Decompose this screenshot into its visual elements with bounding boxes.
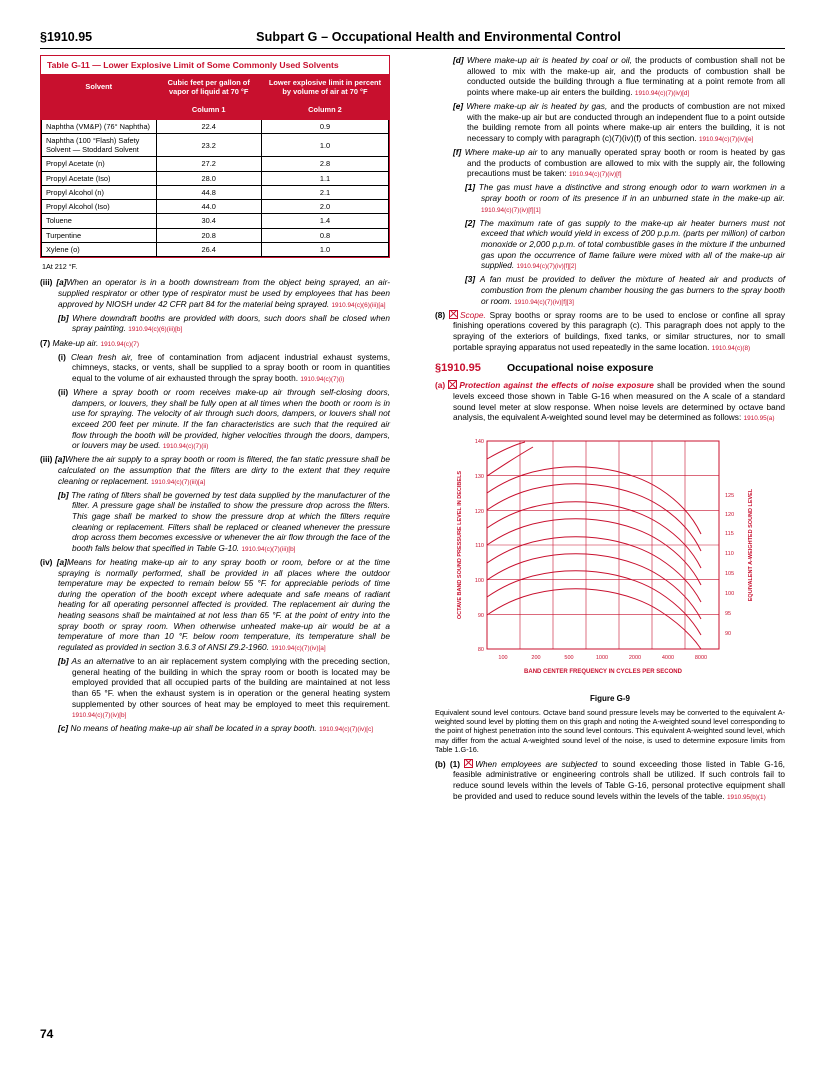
svg-text:200: 200 xyxy=(531,655,541,662)
cell-solvent: Xylene (o) xyxy=(42,242,157,256)
citation: 1910.94(c)(7)(iv)[f][1] xyxy=(481,206,541,214)
citation: 1910.94(c)(7)(i) xyxy=(300,375,345,383)
svg-text:100: 100 xyxy=(498,655,508,662)
body: Means for heating make-up air to any spray booth or room, before or at the time spraying is normally performed, shall be provided in all places where the outdoor temperature may be expected to remain below 55 °F. for appreciable periods of time during the operation of the booth except where adequate and safe means of radiant heating for all operating personnel affected is provided. The replacement air during the heating seasons shall be maintained at not less than 65 °F. at the point of entry into the spray booth or spray room. When otherwise unheated make-up air would be at a temperature of more than 10 °F. below room temperature, its temperature shall be regulated as provided in section 3.6.3 of ANSI Z9.2-1960. xyxy=(58,557,390,652)
cell-col2: 2.1 xyxy=(261,185,388,199)
marker: [d] xyxy=(453,55,464,65)
sub-marker: [a] xyxy=(56,557,67,568)
body: to sound exceeding those listed in Table G-16, feasible administrative or engineering controls shall be utilized. If such controls fail to reduce sound levels within the levels of Table G-16, personal protective equipment shall be provided and used to reduce sound levels within the levels of the table. xyxy=(453,758,785,801)
page-title: Subpart G – Occupational Health and Environmental Control xyxy=(256,30,621,44)
body: the products of combustion shall not be allowed to mix with the make-up air, and the products of combustion shall be conducted outside the building through a flue terminating at a point remote from all points where make-up air enters the building. xyxy=(467,55,786,97)
paragraph-c7iii-b xyxy=(40,490,390,554)
cell-solvent: Naphtha (100 °Flash) Safety Solvent — Stoddard Solvent xyxy=(42,133,157,157)
noise-contour-svg xyxy=(435,429,785,689)
paragraph-c6iii-a xyxy=(40,277,390,309)
citation: 1910.94(c)(7)(ii) xyxy=(162,443,209,451)
lead: Where make-up air is heated by coal or oil, xyxy=(466,55,632,65)
marker: (iii) xyxy=(40,277,53,288)
marker: (i) xyxy=(58,351,66,362)
cell-col1: 23.2 xyxy=(156,133,261,157)
svg-text:110: 110 xyxy=(475,543,484,550)
paragraph-c7iv-f xyxy=(435,147,785,179)
cell-solvent: Propyl Alcohol (n) xyxy=(42,185,157,199)
table-row xyxy=(42,171,389,185)
cell-col1: 22.4 xyxy=(156,119,261,133)
noise-section-title: Occupational noise exposure xyxy=(507,361,654,374)
cell-col1: 44.0 xyxy=(156,200,261,214)
marker: (iv) xyxy=(40,557,53,568)
body: When an operator is in a booth downstream from the object being sprayed, an air-supplied respirator or other type of respirator must be used by employees that has been approved by NIOSH under 42 CFR part 84 for the material being sprayed. xyxy=(58,277,390,309)
paragraph-c7iv-f1 xyxy=(435,182,785,214)
table-title: Table G-11 — Lower Explosive Limit of Some Commonly Used Solvents xyxy=(47,60,339,70)
body: Spray booths or spray rooms are to be used to enclose or confine all spray finishing operations covered by this paragraph (c). This paragraph does not apply to the spraying of the exteriors of buildings, fixed tanks, or similar structures, nor to small portable spraying apparatus not used repeatedly in the same location. xyxy=(453,309,785,352)
cell-col2: 1.0 xyxy=(261,242,388,256)
svg-text:OCTAVE BAND SOUND PRESSURE LEV: OCTAVE BAND SOUND PRESSURE LEVEL IN DECIBELS xyxy=(457,471,463,620)
body: Make-up air. xyxy=(52,337,99,348)
cell-col1: 44.8 xyxy=(156,185,261,199)
svg-text:2000: 2000 xyxy=(628,655,642,662)
citation: 1910.94(c)(7)(iii)[a] xyxy=(151,478,206,486)
header-section-number: §1910.95 xyxy=(40,30,93,44)
paragraph-c6iii-b xyxy=(40,313,390,335)
svg-text:125: 125 xyxy=(725,493,735,500)
marker: [3] xyxy=(465,274,476,285)
svg-text:130: 130 xyxy=(474,474,484,481)
solvent-table-container xyxy=(40,55,390,258)
citation: 1910.94(c)(7)(iv)[e] xyxy=(698,135,754,143)
cell-solvent: Propyl Alcohol (Iso) xyxy=(42,200,157,214)
svg-text:110: 110 xyxy=(725,551,734,558)
svg-text:105: 105 xyxy=(725,571,735,578)
cell-solvent: Propyl Acetate (Iso) xyxy=(42,171,157,185)
citation: 1910.94(c)(7)(iv)[f] xyxy=(568,171,622,179)
table-header-row xyxy=(42,75,389,102)
citation: 1910.94(c)(7)(iv)[a] xyxy=(271,644,326,652)
citation: 1910.94(c)(7)(iv)[f][3] xyxy=(514,298,574,306)
header-divider xyxy=(40,48,785,49)
figure-caption: Figure G-9 xyxy=(589,693,630,703)
table-row xyxy=(42,157,389,171)
paragraph-c7 xyxy=(40,338,390,349)
sub-marker: [a] xyxy=(56,277,67,288)
marker: [2] xyxy=(465,217,476,228)
svg-text:8000: 8000 xyxy=(694,655,708,662)
marker: [e] xyxy=(453,101,464,112)
paragraph-c7iii-a xyxy=(40,454,390,486)
cell-col2: 1.4 xyxy=(261,214,388,228)
cell-col2: 1.1 xyxy=(261,171,388,185)
paragraph-c7iv-b xyxy=(40,656,390,720)
body: to an air replacement system complying with the preceding section, general heating of the building in which the spray room or booth is located may be employed provided that all occupied parts of the building are maintained at not less than 65 °F. when the exhaust system is in operation or the general heating system supplemented by other sources of heat may be employed to meet this requirement. xyxy=(72,656,390,709)
crossed-box-icon xyxy=(448,380,457,389)
solvent-table xyxy=(41,74,389,257)
paragraph-c7iv-d xyxy=(435,55,785,98)
svg-text:80: 80 xyxy=(477,647,484,654)
svg-text:BAND CENTER FREQUENCY IN CYCLE: BAND CENTER FREQUENCY IN CYCLES PER SECOND xyxy=(524,669,682,676)
lead: Where make-up air is heated by gas, xyxy=(466,101,608,112)
body: shall be provided when the sound levels exceed those shown in Table G-16 when measured on the A scale of a standard sound level meter at slow response. When noise levels are determined by octave band analysis, the equivalent A-weighted sound level may be determined as follows: xyxy=(453,380,785,423)
cell-solvent: Turpentine xyxy=(42,228,157,242)
cell-col2: 2.0 xyxy=(261,200,388,214)
svg-text:95: 95 xyxy=(725,611,732,618)
figure-note: Equivalent sound level contours. Octave band sound pressure levels may be converted to the equivalent A-weighted sound level by plotting them on this graph and noting the A-weighted sound level corresponding to the point of highest penetration into the sound level contours. This equivalent A-weighted sound level, which may differ from the actual A-weighted sound level of the noise, is used to determine exposure limits from Table 1.G-16. xyxy=(435,708,785,754)
body: and the products of combustion are not mixed with the make-up air but are conducted through an independent flue to a point outside the building remote from all points where make-up air enters the building, it is not necessary to comply with paragraph (c)(7)(iv)(f) of this section. xyxy=(467,101,785,143)
marker: (iii) xyxy=(40,454,53,465)
citation: 1910.94(c)(7)(iv)[b] xyxy=(72,712,127,720)
figure-g9-chart xyxy=(435,429,785,692)
noise-section-heading xyxy=(435,361,785,375)
table-row xyxy=(42,228,389,242)
paragraph-c7iv-f3 xyxy=(435,274,785,306)
sub-marker: [a] xyxy=(54,454,66,465)
cell-col2: 0.8 xyxy=(261,228,388,242)
svg-text:1000: 1000 xyxy=(595,655,609,662)
svg-text:90: 90 xyxy=(725,631,732,638)
col-label-1: Column 1 xyxy=(156,101,261,119)
citation: 1910.94(c)(7)(iv)[f][2] xyxy=(516,263,577,271)
table-row xyxy=(42,133,389,157)
marker: [b] xyxy=(58,489,69,500)
citation: 1910.94(c)(8) xyxy=(711,344,751,352)
cell-solvent: Propyl Acetate (n) xyxy=(42,157,157,171)
marker: [1] xyxy=(465,182,476,193)
col-header-cubic-feet: Cubic feet per gallon of vapor of liquid at 70 °F xyxy=(156,75,261,102)
body: Where downdraft booths are provided with doors, such doors shall be closed when spray painting. xyxy=(72,312,391,334)
body: Where a spray booth or room receives make-up air through self-closing doors, dampers, or louvers, they shall be fully open at all times when the booth or room is in use for spraying. The velocity of air through such doors, dampers, or louvers shall not exceed 200 feet per minute. If the fan characteristics are such that the required air flow through the booth will be provided, higher velocities through the doors, dampers, or louvers may be used. xyxy=(72,387,390,451)
table-row xyxy=(42,242,389,256)
marker: (a) xyxy=(435,380,446,391)
cell-col1: 27.2 xyxy=(156,157,261,171)
col-label-2: Column 2 xyxy=(261,101,388,119)
citation: 1910.94(c)(7)(iii)[b] xyxy=(241,545,296,553)
paragraph-c7iv-c xyxy=(40,723,390,734)
body: No means of heating make-up air shall be located in a spray booth. xyxy=(70,723,317,734)
paragraph-c7iv-e xyxy=(435,101,785,144)
body: A fan must be provided to deliver the mixture of heated air and products of combustion from the plenum chamber housing the gas burners to the spray booth or room. xyxy=(479,274,786,306)
body: The maximum rate of gas supply to the make-up air heater burners must not exceed that which would yield in excess of 200 p.p.m. (parts per million) of carbon monoxide or 2,000 p.p.m. of total combustible gases in the mixture if the unburned gas upon the occurrence of flame failure were mixed with all of the make-up air supplied. xyxy=(479,217,785,271)
marker: (ii) xyxy=(58,387,69,398)
marker: [b] xyxy=(58,312,69,323)
noise-section-number: §1910.95 xyxy=(435,361,481,374)
crossed-box-icon xyxy=(449,310,458,319)
table-row xyxy=(42,185,389,199)
lead: When employees are subjected xyxy=(475,758,598,769)
paragraph-c7ii xyxy=(40,387,390,451)
crossed-box-icon xyxy=(464,759,473,768)
marker: [b] xyxy=(58,656,69,667)
citation: 1910.94(c)(7)(iv)[d] xyxy=(634,89,690,97)
right-column xyxy=(435,55,785,805)
lead: Where make-up air xyxy=(464,147,538,158)
svg-text:EQUIVALENT A-WEIGHTED SOUND LE: EQUIVALENT A-WEIGHTED SOUND LEVEL xyxy=(748,489,754,602)
svg-text:115: 115 xyxy=(725,531,734,538)
paragraph-95a xyxy=(435,380,785,423)
table-row xyxy=(42,200,389,214)
table-column-label-row xyxy=(42,101,389,119)
cell-solvent: Naphtha (VM&P) (76° Naphtha) xyxy=(42,119,157,133)
citation: 1910.94(c)(7)(iv)[c] xyxy=(319,726,374,734)
marker: (7) xyxy=(40,337,51,348)
citation: 1910.94(c)(6)(iii)[b] xyxy=(128,326,183,334)
marker: (8) xyxy=(435,309,446,320)
paragraph-c8-scope xyxy=(435,310,785,353)
citation: 1910.95(b)(1) xyxy=(726,793,766,801)
paragraph-c7iv-f2 xyxy=(435,218,785,272)
cell-col1: 26.4 xyxy=(156,242,261,256)
svg-text:140: 140 xyxy=(474,439,484,446)
cell-col1: 28.0 xyxy=(156,171,261,185)
lead: As an alternative xyxy=(71,656,135,667)
paragraph-95b1 xyxy=(435,759,785,802)
cell-col1: 20.8 xyxy=(156,228,261,242)
cell-solvent: Toluene xyxy=(42,214,157,228)
body: Where the air supply to a spray booth or room is filtered, the fan static pressure shall be calculated on the assumption that the filters are dirty to the extent that they require cleaning or replacement. xyxy=(58,454,390,486)
svg-text:4000: 4000 xyxy=(661,655,675,662)
col-header-solvent: Solvent xyxy=(42,75,157,102)
col-label-blank xyxy=(42,101,157,119)
cell-col2: 1.0 xyxy=(261,133,388,157)
marker: [f] xyxy=(453,147,462,158)
page-header xyxy=(40,30,785,44)
table-row xyxy=(42,119,389,133)
svg-text:120: 120 xyxy=(474,509,484,516)
paragraph-c7iv-a xyxy=(40,557,390,653)
lead: Scope. xyxy=(459,309,486,320)
body: The rating of filters shall be governed by test data supplied by the manufacturer of the filter. A pressure gage shall be installed to show the pressure drop across the filters. This gage shall be marked to show the pressure drop at which the filters require cleaning or replacement. Filters shall be replaced or cleaned whenever the pressure drop across them becomes excessive or whenever the air flow through the face of the booth falls below that specified in Table G-10. xyxy=(71,489,390,553)
svg-text:100: 100 xyxy=(725,591,735,598)
marker: [c] xyxy=(58,723,69,734)
cell-col2: 2.8 xyxy=(261,157,388,171)
table-row xyxy=(42,214,389,228)
page-number: 74 xyxy=(40,1027,54,1041)
paragraph-c7i xyxy=(40,352,390,384)
marker: (b) (1) xyxy=(435,758,460,769)
svg-text:120: 120 xyxy=(725,512,735,519)
lead: Clean fresh air, xyxy=(71,351,133,362)
svg-text:500: 500 xyxy=(564,655,574,662)
body: to any manually operated spray booth or room is heated by gas and the products of combustion are allowed to mix with the supply air, the following precautions must be taken: xyxy=(467,147,786,179)
citation: 1910.95(a) xyxy=(743,415,775,423)
col-header-lel: Lower explosive limit in percent by volume of air at 70 °F xyxy=(261,75,388,102)
citation: 1910.94(c)(7) xyxy=(100,340,139,348)
table-footnote: 1At 212 °F. xyxy=(42,262,78,272)
cell-col1: 30.4 xyxy=(156,214,261,228)
svg-text:100: 100 xyxy=(474,578,484,585)
left-column xyxy=(40,55,390,738)
citation: 1910.94(c)(6)(iii)[a] xyxy=(331,301,386,309)
svg-text:90: 90 xyxy=(477,613,484,620)
cell-col2: 0.9 xyxy=(261,119,388,133)
body: free of contamination from adjacent industrial exhaust systems, chimneys, stacks, or vents, shall be supplied to a spray booth or room in quantities equal to the volume of air exhausted through the spray booth. xyxy=(72,351,390,383)
lead: Protection against the effects of noise exposure xyxy=(459,380,654,391)
body: The gas must have a distinctive and strong enough odor to warn workmen in a spray booth or room of its presence if in an unburned state in the make-up air. xyxy=(478,182,785,204)
